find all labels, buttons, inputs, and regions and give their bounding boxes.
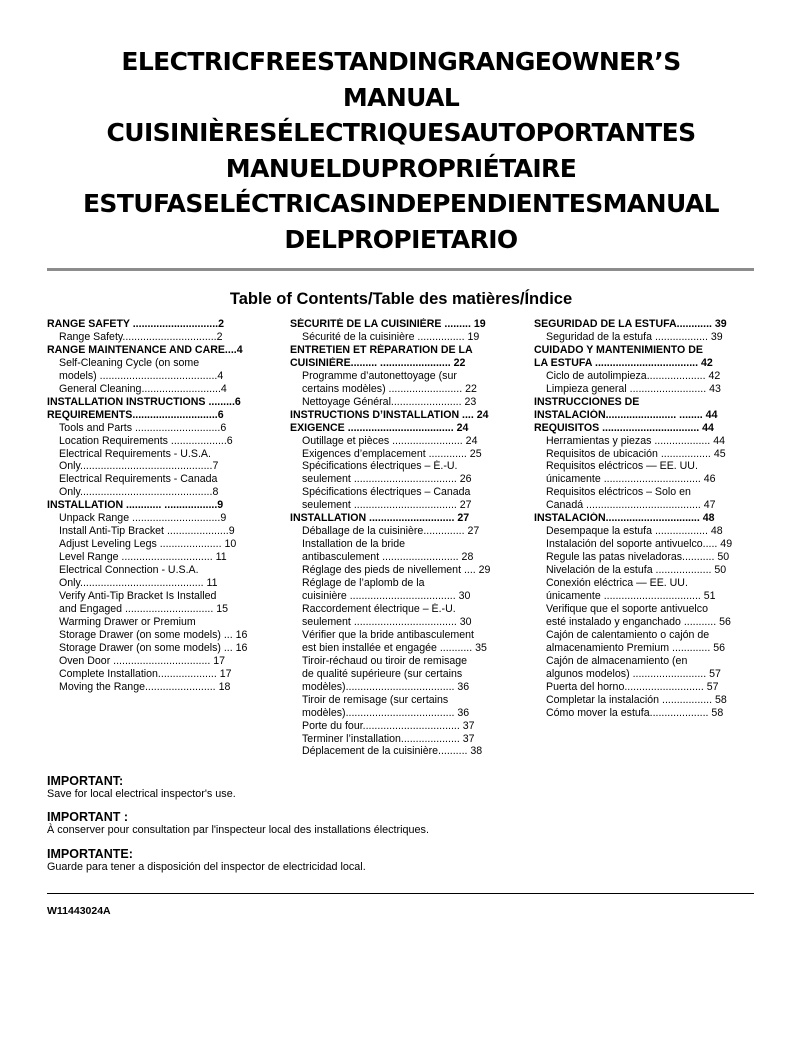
title-line: CUISINIÈRESÉLECTRIQUESAUTOPORTANTES (106, 118, 696, 147)
toc-subsection-entry: Spécifications électriques – É.-U. (302, 460, 458, 473)
toc-subsection-entry: Storage Drawer (on some models) ... 16 (59, 628, 248, 641)
toc-subsection-entry: Electrical Requirements - Canada (59, 473, 218, 486)
toc-column-english (47, 318, 272, 694)
toc-section-entry: INSTALACIÓN................................ 48 (534, 512, 715, 525)
toc-subsection-entry: seulement ................................... 30 (302, 615, 472, 628)
toc-subsection-entry: General Cleaning...........................4 (59, 382, 227, 395)
toc-section-entry: LA ESTUFA ................................... 42 (534, 356, 713, 369)
important-spanish (47, 847, 747, 874)
toc-subsection-entry: Requisitos de ubicación ................. 45 (546, 447, 726, 460)
toc-subsection-entry: modèles)..................................... 36 (302, 680, 470, 693)
toc-subsection-entry: Regule las patas niveladoras........... 50 (546, 551, 730, 564)
toc-subsection-entry: Cajón de almacenamiento (en (546, 654, 688, 667)
toc-subsection-entry: Raccordement électrique – É.-U. (302, 602, 456, 615)
toc-subsection-entry: seulement ................................... 27 (302, 499, 472, 512)
toc-subsection-entry: Tiroir de remisage (sur certains (302, 693, 449, 706)
toc-subsection-entry: models) ........................................4 (59, 369, 224, 382)
toc-subsection-entry: Ciclo de autolimpieza.................... 42 (546, 369, 721, 382)
toc-subsection-entry: Puerta del horno........................... 57 (546, 680, 719, 693)
toc-section-entry: INSTALACIÓN........................ ........ 44 (534, 408, 718, 421)
toc-section-entry: SÉCURITÉ DE LA CUISINIÈRE ......... 19 (290, 318, 486, 330)
toc-subsection-entry: Conexión eléctrica — EE. UU. (546, 577, 688, 590)
toc-section-entry: CUIDADO Y MANTENIMIENTO DE (534, 343, 703, 356)
toc-subsection-entry: Spécifications électriques – Canada (302, 486, 471, 499)
toc-section-entry: REQUISITOS ................................. 44 (534, 421, 714, 434)
toc-subsection-entry: Only.......................................... 11 (59, 577, 218, 590)
toc-subsection-entry: Nettoyage Général........................ 23 (302, 395, 477, 408)
toc-subsection-entry: Level Range ............................... 11 (59, 551, 227, 564)
toc-subsection-entry: Range Safety................................2 (59, 330, 223, 343)
toc-subsection-entry: Herramientas y piezas ................... 44 (546, 434, 725, 447)
important-heading: IMPORTANT: (47, 774, 124, 788)
toc-subsection-entry: Oven Door ................................. 17 (59, 654, 226, 667)
manual-title (20, 44, 782, 257)
title-divider (47, 268, 754, 271)
toc-section-entry: CUISINIÈRE......... ........................ 22 (290, 356, 466, 369)
toc-subsection-entry: Requisitos eléctricos – Solo en (546, 486, 691, 499)
toc-subsection-entry: Adjust Leveling Legs ..................... 10 (59, 538, 237, 551)
important-heading: IMPORTANTE: (47, 847, 133, 861)
toc-subsection-entry: Déballage de la cuisinière.............. 27 (302, 525, 480, 538)
toc-subsection-entry: Seguridad de la estufa .................. 39 (546, 330, 723, 343)
toc-subsection-entry: Sécurité de la cuisinière ................ 19 (302, 330, 480, 343)
toc-subsection-entry: Instalación del soporte antivuelco..... 49 (546, 538, 733, 551)
toc-subsection-entry: de qualité supérieure (sur certains (302, 667, 463, 680)
important-text: À conserver pour consultation par l'inspecteur local des installations électriques. (47, 824, 429, 836)
toc-subsection-entry: Electrical Connection - U.S.A. (59, 564, 199, 577)
toc-subsection-entry: and Engaged .............................. 15 (59, 602, 229, 615)
toc-subsection-entry: Réglage de l’aplomb de la (302, 577, 425, 590)
title-line: MANUELDUPROPRIÉTAIRE (225, 153, 577, 183)
toc-section-entry: RANGE MAINTENANCE AND CARE....4 (47, 343, 243, 356)
important-text: Save for local electrical inspector's use. (47, 788, 236, 800)
toc-subsection-entry: únicamente ................................. 51 (546, 590, 716, 603)
toc-section-entry: INSTALLATION ............ ..................9 (47, 499, 224, 512)
toc-subsection-entry: Nivelación de la estufa ................... 50 (546, 564, 727, 577)
title-line: MANUAL (342, 82, 460, 112)
toc-subsection-entry: est bien installée et engagée ........... 35 (302, 641, 487, 654)
toc-subsection-entry: antibasculement .......................... 28 (302, 551, 474, 564)
toc-subsection-entry: Porte du four................................. 37 (302, 719, 475, 732)
toc-section-entry: INSTALLATION INSTRUCTIONS .........6 (47, 395, 241, 408)
toc-subsection-entry: cuisinière .................................... 30 (302, 590, 471, 603)
toc-column-spanish (534, 318, 759, 720)
title-line: ELECTRICFREESTANDINGRANGEOWNER’S (121, 47, 681, 76)
toc-subsection-entry: Déplacement de la cuisinière.......... 38 (302, 745, 483, 758)
toc-subsection-entry: Verifique que el soporte antivuelco (546, 602, 708, 615)
toc-subsection-entry: Verify Anti-Tip Bracket Is Installed (59, 590, 217, 603)
toc-subsection-entry: seulement ................................... 26 (302, 473, 472, 486)
toc-subsection-entry: Programme d’autonettoyage (sur (302, 369, 457, 382)
toc-subsection-entry: Installation de la bride (302, 538, 406, 551)
toc-subsection-entry: modèles)..................................... 36 (302, 706, 470, 719)
toc-subsection-entry: Canadá ....................................... 47 (546, 499, 716, 512)
title-line: DELPROPIETARIO (284, 224, 518, 254)
toc-section-entry: INSTRUCTIONS D’INSTALLATION .... 24 (290, 408, 489, 421)
toc-subsection-entry: Complete Installation.................... 17 (59, 667, 232, 680)
toc-subsection-entry: Desempaque la estufa .................. 48 (546, 525, 723, 538)
toc-section-entry: INSTALLATION ............................. 27 (290, 512, 470, 525)
toc-subsection-entry: Vérifier que la bride antibasculement (302, 628, 474, 641)
toc-subsection-entry: Tools and Parts .............................6 (59, 421, 227, 434)
document-number: W11443024A (47, 905, 111, 917)
toc-section-entry: EXIGENCE .................................... 24 (290, 421, 469, 434)
toc-subsection-entry: Completar la instalación ................. 58 (546, 693, 727, 706)
toc-subsection-entry: Only.............................................7 (59, 460, 219, 473)
toc-subsection-entry: Location Requirements ...................6 (59, 434, 233, 447)
toc-subsection-entry: Cajón de calentamiento o cajón de (546, 628, 710, 641)
footer-divider (47, 893, 754, 894)
important-heading: IMPORTANT : (47, 810, 129, 824)
toc-subsection-entry: Exigences d’emplacement ............. 25 (302, 447, 482, 460)
toc-subsection-entry: Terminer l’installation.................... 37 (302, 732, 475, 745)
toc-subsection-entry: algunos modelos) ......................... 57 (546, 667, 721, 680)
toc-section-entry: ENTRETIEN ET RÉPARATION DE LA (290, 343, 473, 356)
toc-subsection-entry: Limpieza general .......................... 43 (546, 382, 721, 395)
toc-subsection-entry: Cómo mover la estufa.................... 58 (546, 706, 724, 719)
toc-subsection-entry: Moving the Range........................ 18 (59, 680, 231, 693)
important-text: Guarde para tener a disposición del inspector de electricidad local. (47, 861, 366, 873)
toc-subsection-entry: Unpack Range ..............................9 (59, 512, 227, 525)
toc-section-entry: SEGURIDAD DE LA ESTUFA............ 39 (534, 318, 727, 330)
toc-subsection-entry: Self-Cleaning Cycle (on some (59, 356, 200, 369)
toc-subsection-entry: Tiroir-réchaud ou tiroir de remisage (302, 654, 468, 667)
title-line: ESTUFASELÉCTRICASINDEPENDIENTESMANUAL (82, 189, 720, 218)
toc-column-french (290, 318, 515, 758)
toc-subsection-entry: Réglage des pieds de nivellement .... 29 (302, 564, 491, 577)
toc-subsection-entry: Electrical Requirements - U.S.A. (59, 447, 211, 460)
toc-subsection-entry: Storage Drawer (on some models) ... 16 (59, 641, 248, 654)
important-english (47, 774, 747, 801)
toc-subsection-entry: Only.............................................8 (59, 486, 219, 499)
toc-subsection-entry: Outillage et pièces ........................ 24 (302, 434, 478, 447)
toc-subsection-entry: Requisitos eléctricos — EE. UU. (546, 460, 698, 473)
toc-section-entry: RANGE SAFETY .............................2 (47, 318, 224, 330)
important-french (47, 810, 747, 837)
toc-section-entry: INSTRUCCIONES DE (534, 395, 640, 408)
toc-subsection-entry: almacenamiento Premium ............. 56 (546, 641, 725, 654)
toc-subsection-entry: Warming Drawer or Premium (59, 615, 196, 628)
toc-heading: Table of Contents/Table des matières/Índice (229, 290, 573, 308)
toc-subsection-entry: esté instalado y enganchado ........... 56 (546, 615, 731, 628)
toc-subsection-entry: Install Anti-Tip Bracket .....................9 (59, 525, 235, 538)
toc-section-entry: REQUIREMENTS.............................6 (47, 408, 224, 421)
toc-subsection-entry: certains modèles) ......................... 22 (302, 382, 477, 395)
toc-subsection-entry: únicamente ................................. 46 (546, 473, 716, 486)
